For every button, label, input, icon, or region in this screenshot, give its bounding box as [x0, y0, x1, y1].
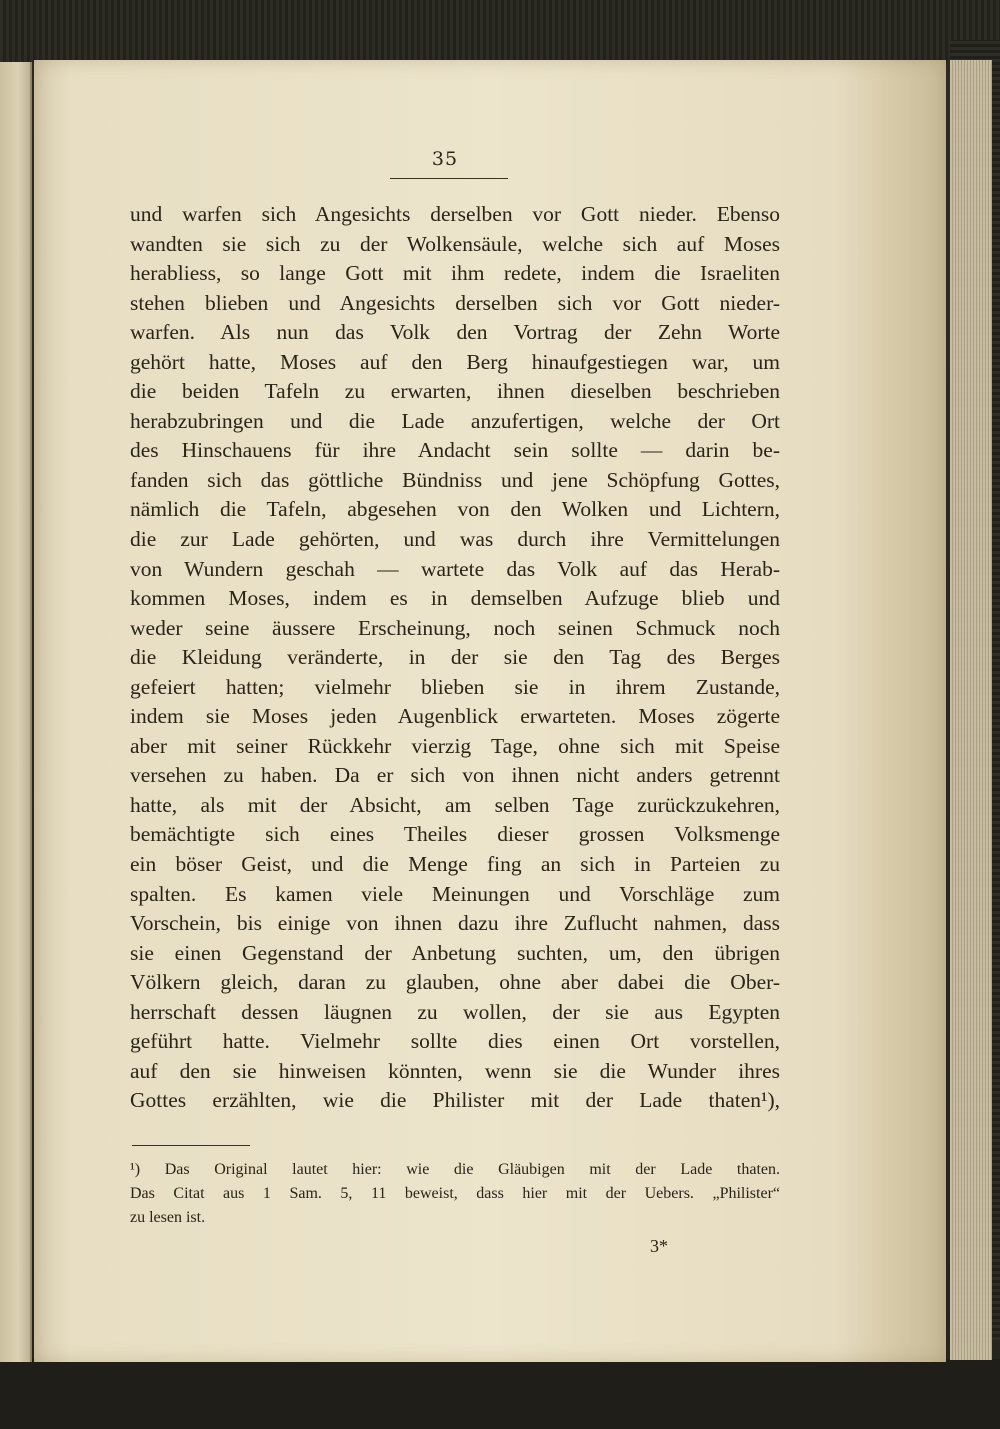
footnote-rule — [132, 1145, 250, 1146]
body-text — [130, 200, 780, 1116]
text-line: herrschaft dessen läugnen zu wollen, der sie aus Egypten — [130, 999, 780, 1024]
text-line: Vorschein, bis einige von ihnen dazu ihre Zuflucht nahmen, dass — [130, 911, 780, 936]
text-line: die Kleidung veränderte, in der sie den Tag des Berges — [130, 645, 780, 670]
text-line: Gottes erzählten, wie die Philister mit der Lade thaten¹), — [130, 1088, 780, 1113]
text-line: gefeiert hatten; vielmehr blieben sie in ihrem Zustande, — [130, 674, 780, 699]
text-line: fanden sich das göttliche Bündniss und jene Schöpfung Gottes, — [130, 467, 780, 492]
footnote — [130, 1158, 780, 1230]
book-cover-top — [0, 0, 1000, 62]
text-line: warfen. Als nun das Volk den Vortrag der Zehn Worte — [130, 320, 780, 345]
footnote-line: Das Citat aus 1 Sam. 5, 11 beweist, dass hier mit der Uebers. „Philister“ — [130, 1185, 780, 1202]
text-line: herabliess, so lange Gott mit ihm redete, indem die Israeliten — [130, 261, 780, 286]
text-line: auf den sie hinweisen könnten, wenn sie die Wunder ihres — [130, 1058, 780, 1083]
header-rule — [390, 178, 508, 179]
page-stack-edges — [950, 60, 992, 1360]
footnote-line: zu lesen ist. — [130, 1209, 206, 1226]
text-line: aber mit seiner Rückkehr vierzig Tage, ohne sich mit Speise — [130, 733, 780, 758]
text-line: weder seine äussere Erscheinung, noch seinen Schmuck noch — [130, 615, 780, 640]
text-line: herabzubringen und die Lade anzufertigen, welche der Ort — [130, 408, 780, 433]
signature-mark: 3* — [650, 1236, 668, 1256]
book-cover-bottom — [0, 1359, 1000, 1429]
text-line: gehört hatte, Moses auf den Berg hinaufgestiegen war, um — [130, 349, 780, 374]
text-line: sie einen Gegenstand der Anbetung suchten, um, den übrigen — [130, 940, 780, 965]
text-line: die beiden Tafeln zu erwarten, ihnen dieselben beschrieben — [130, 379, 780, 404]
text-line: die zur Lade gehörten, und was durch ihre Vermittelungen — [130, 527, 780, 552]
text-line: nämlich die Tafeln, abgesehen von den Wolken und Lichtern, — [130, 497, 780, 522]
text-line: indem sie Moses jeden Augenblick erwarteten. Moses zögerte — [130, 704, 780, 729]
text-line: geführt hatte. Vielmehr sollte dies einen Ort vorstellen, — [130, 1029, 780, 1054]
text-line: ein böser Geist, und die Menge fing an sich in Parteien zu — [130, 852, 780, 877]
text-line: kommen Moses, indem es in demselben Aufzuge blieb und — [130, 586, 780, 611]
previous-page-edge — [0, 62, 32, 1362]
page-number: 35 — [431, 148, 459, 170]
text-line: versehen zu haben. Da er sich von ihnen nicht anders getrennt — [130, 763, 780, 788]
text-line: bemächtigte sich eines Theiles dieser grossen Volksmenge — [130, 822, 780, 847]
text-line: des Hinschauens für ihre Andacht sein sollte — darin be- — [130, 438, 780, 463]
text-line: wandten sie sich zu der Wolkensäule, welche sich auf Moses — [130, 231, 780, 256]
text-line: stehen blieben und Angesichts derselben sich vor Gott nieder- — [130, 290, 780, 315]
footnote-line: ¹) Das Original lautet hier: wie die Gläubigen mit der Lade thaten. — [130, 1161, 780, 1178]
text-line: und warfen sich Angesichts derselben vor Gott nieder. Ebenso — [130, 202, 780, 226]
text-line: hatte, als mit der Absicht, am selben Tage zurückzukehren, — [130, 792, 780, 817]
text-line: von Wundern geschah — wartete das Volk auf das Herab- — [130, 556, 780, 581]
text-line: spalten. Es kamen viele Meinungen und Vorschläge zum — [130, 881, 780, 906]
text-line: Völkern gleich, daran zu glauben, ohne aber dabei die Ober- — [130, 970, 780, 995]
